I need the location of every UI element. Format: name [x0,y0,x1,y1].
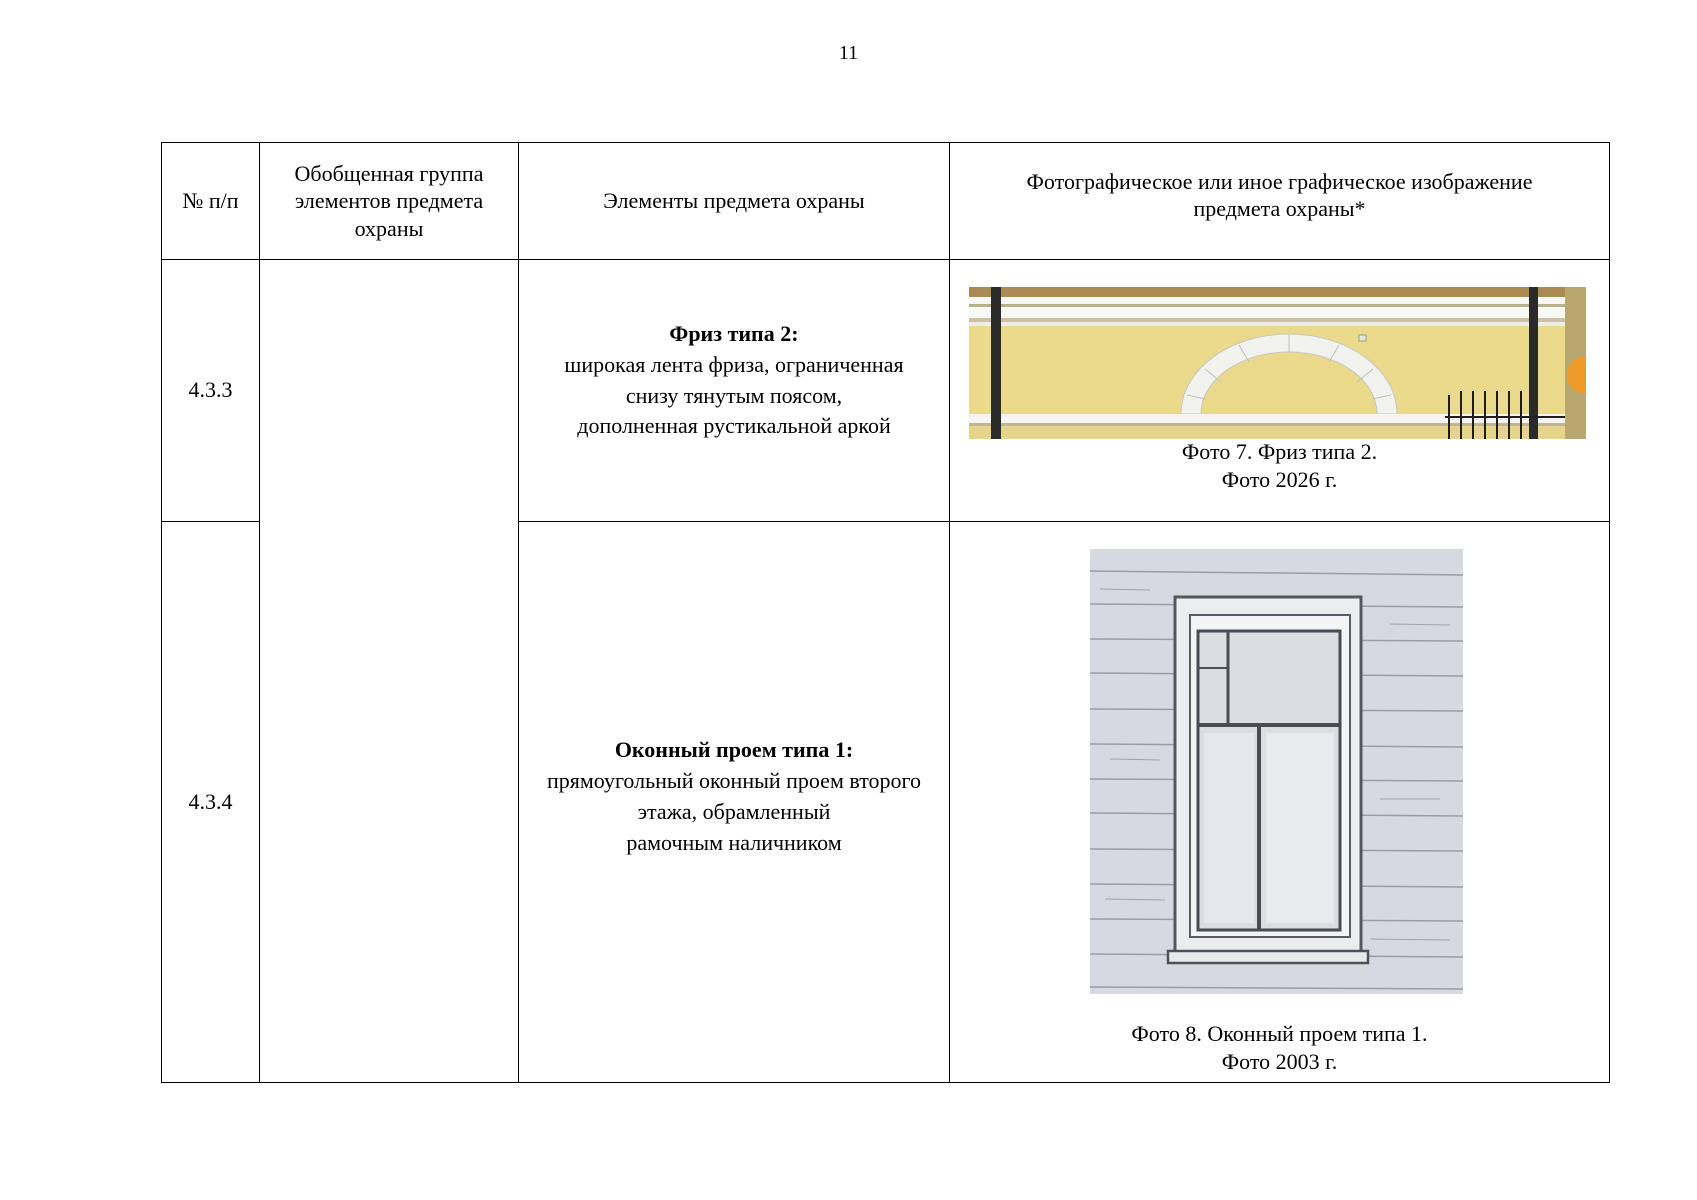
element-description [519,260,950,522]
element-line: этажа, обрамленный [637,799,831,824]
element-line: рамочным наличником [626,829,842,855]
header-num: № п/п [162,143,260,260]
element-title: Оконный проем типа 1: [614,737,854,763]
photo-caption [950,438,1609,493]
header-image: Фотографическое или иное графическое изображение предмета охраны* [950,143,1610,260]
frieze-photo [969,287,1586,439]
element-line: прямоугольный оконный проем второго [546,768,922,794]
table-header-row [162,143,1610,260]
row-num: 4.3.4 [162,522,260,1083]
page-number: 11 [838,42,859,64]
header-elements: Элементы предмета охраны [519,143,950,260]
caption-line: Фото 7. Фриз типа 2. [1181,439,1378,464]
caption-line: Фото 2003 г. [1221,1048,1338,1074]
table-row [162,260,1610,522]
window-photo [1090,549,1463,994]
element-line: снизу тянутым поясом, [625,382,843,408]
photo-cell [950,260,1610,522]
photo-cell [950,522,1610,1083]
element-title: Фриз типа 2: [669,320,799,346]
header-group: Обобщенная группа элементов предмета охраны [260,143,519,260]
row-num: 4.3.3 [162,260,260,522]
group-cell [260,260,519,1083]
element-line: широкая лента фриза, ограниченная [564,351,904,377]
element-line: дополненная рустикальной аркой [577,413,891,439]
caption-line: Фото 2026 г. [1221,466,1338,492]
photo-caption [950,1020,1609,1075]
protection-elements-table [161,142,1610,1083]
element-description [519,522,950,1083]
caption-line: Фото 8. Оконный проем типа 1. [1131,1021,1428,1046]
